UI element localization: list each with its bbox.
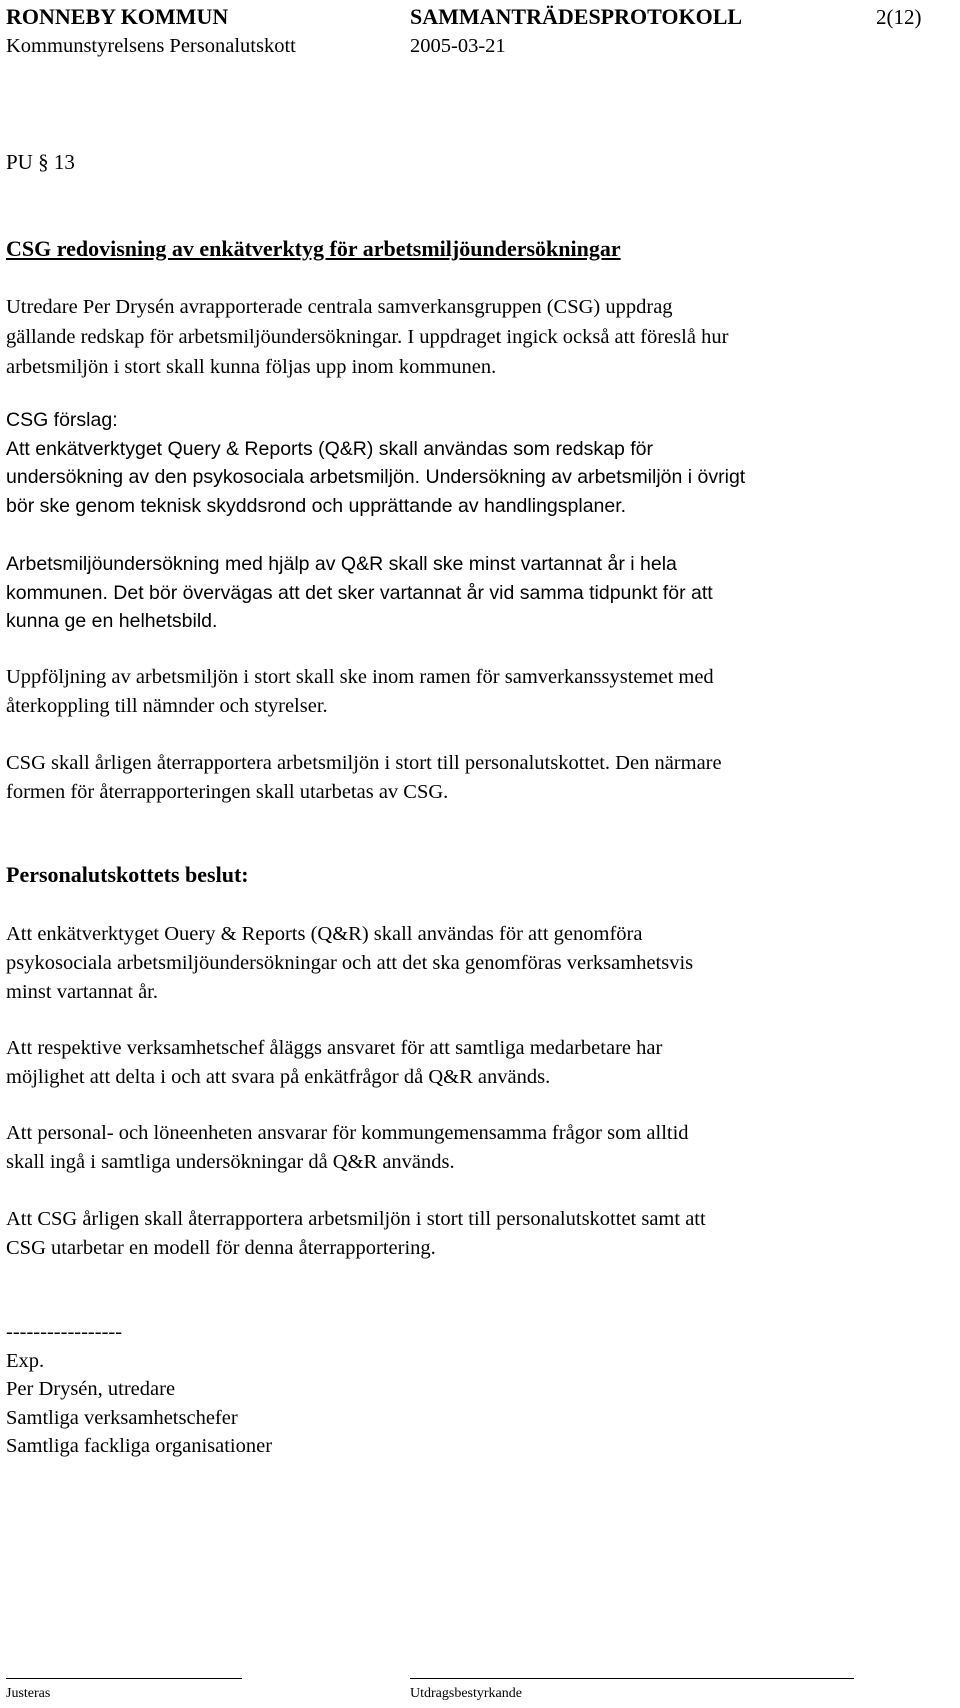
csg-proposal-line: kunna ge en helhetsbild. xyxy=(6,610,218,632)
csg-proposal-label: CSG förslag: xyxy=(6,409,118,431)
header-date: 2005-03-21 xyxy=(410,35,506,57)
distribution-recipient: Samtliga verksamhetschefer xyxy=(6,1406,238,1429)
csg-proposal-block xyxy=(6,406,951,520)
decision-heading: Personalutskottets beslut: xyxy=(6,862,249,887)
decision-line: Att enkätverktyget Ouery & Reports (Q&R) skall användas för att genomföra xyxy=(6,923,643,945)
intro-paragraph xyxy=(6,292,951,382)
footer-justeras-rule xyxy=(6,1678,242,1679)
distribution-label: Exp. xyxy=(6,1349,45,1372)
intro-line: Utredare Per Drysén avrapporterade centrala samverkansgruppen (CSG) uppdrag xyxy=(6,296,673,318)
decision-line: Att personal- och löneenheten ansvarar för kommungemensamma frågor som alltid xyxy=(6,1122,689,1144)
csg-proposal-line: Att enkätverktyget Query & Reports (Q&R) skall användas som redskap för xyxy=(6,437,654,460)
header-org: RONNEBY KOMMUN xyxy=(6,4,229,29)
csg-proposal-line: återkoppling till nämnder och styrelser. xyxy=(6,695,328,717)
csg-proposal-line: formen för återrapporteringen skall utarbetas av CSG. xyxy=(6,781,449,803)
decision-paragraph-2 xyxy=(6,1034,951,1092)
document-title: CSG redovisning av enkätverktyg för arbetsmiljöundersökningar xyxy=(6,236,621,261)
csg-proposal-line: kommunen. Det bör övervägas att det sker vartannat år vid samma tidpunkt för att xyxy=(6,581,713,604)
decision-line: CSG utarbetar en modell för denna återrapportering. xyxy=(6,1237,436,1259)
csg-proposal-paragraph-3 xyxy=(6,663,951,721)
section-number: PU § 13 xyxy=(6,150,75,174)
csg-proposal-line: undersökning av den psykosociala arbetsmiljön. Undersökning av arbetsmiljön i övrigt xyxy=(6,466,746,488)
footer-utdragsbestyrkande-label: Utdragsbestyrkande xyxy=(410,1686,522,1701)
csg-proposal-line: Uppföljning av arbetsmiljön i stort skall ske inom ramen för samverkanssystemet med xyxy=(6,666,714,688)
csg-proposal-line: Arbetsmiljöundersökning med hjälp av Q&R skall ske minst vartannat år i hela xyxy=(6,553,677,575)
decision-paragraph-4 xyxy=(6,1205,951,1263)
distribution-recipient: Samtliga fackliga organisationer xyxy=(6,1435,273,1457)
decision-line: Att CSG årligen skall återrapportera arbetsmiljön i stort till personalutskottet samt att xyxy=(6,1208,706,1230)
intro-line: gällande redskap för arbetsmiljöundersökningar. I uppdraget ingick också att föreslå hur xyxy=(6,326,729,348)
intro-line: arbetsmiljön i stort skall kunna följas upp inom kommunen. xyxy=(6,356,497,378)
decision-line: psykosociala arbetsmiljöundersökningar och att det ska genomföras verksamhetsvis xyxy=(6,952,694,974)
footer-justeras-label: Justeras xyxy=(6,1686,51,1701)
header-page-number: 2(12) xyxy=(876,5,922,29)
decision-paragraph-1 xyxy=(6,920,951,1007)
decision-paragraph-3 xyxy=(6,1119,951,1177)
decision-line: möjlighet att delta i och att svara på enkätfrågor då Q&R används. xyxy=(6,1066,551,1088)
csg-proposal-line: CSG skall årligen återrapportera arbetsmiljön i stort till personalutskottet. Den närmare xyxy=(6,752,722,774)
distribution-list xyxy=(6,1318,951,1461)
header-doc-type: SAMMANTRÄDESPROTOKOLL xyxy=(410,4,743,29)
distribution-recipient: Per Drysén, utredare xyxy=(6,1378,176,1400)
distribution-separator: ----------------- xyxy=(6,1321,123,1343)
csg-proposal-paragraph-2 xyxy=(6,550,951,636)
header-committee: Kommunstyrelsens Personalutskott xyxy=(6,35,296,57)
csg-proposal-line: bör ske genom teknisk skyddsrond och upprättande av handlingsplaner. xyxy=(6,494,627,517)
csg-proposal-paragraph-4 xyxy=(6,749,951,807)
decision-line: minst vartannat år. xyxy=(6,981,158,1003)
decision-line: Att respektive verksamhetschef åläggs ansvaret för att samtliga medarbetare har xyxy=(6,1037,663,1059)
footer-utdragsbestyrkande-rule xyxy=(410,1678,854,1679)
decision-line: skall ingå i samtliga undersökningar då Q&R används. xyxy=(6,1151,455,1173)
